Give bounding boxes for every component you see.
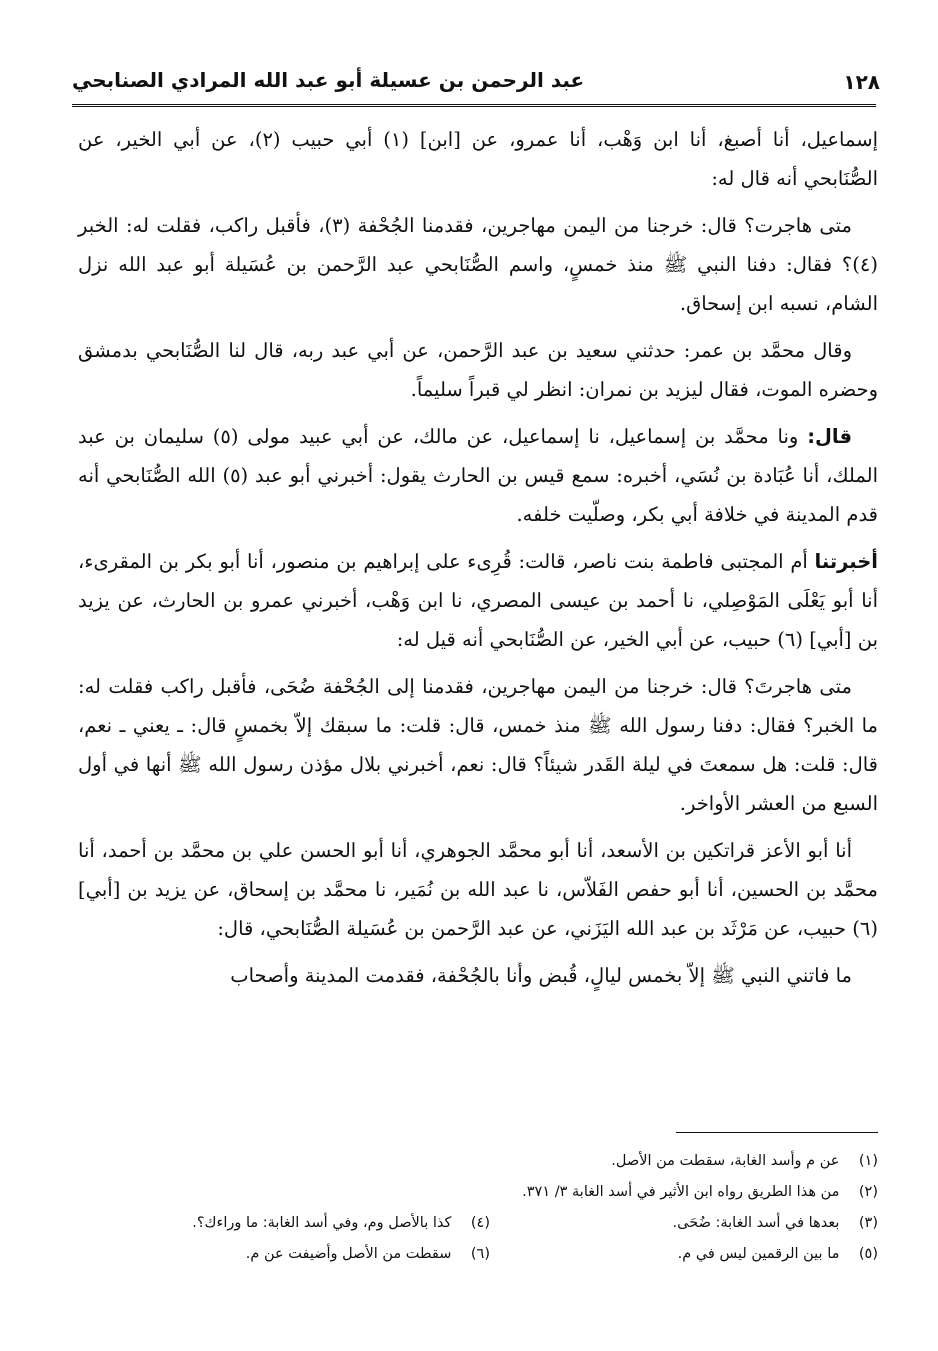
footnote (78, 1239, 490, 1270)
paragraph: وقال محمَّد بن عمر: حدثني سعيد بن عبد الرَّحمن، عن أبي عبد ربه، قال لنا الصُّنَابحي بدمشق وحضره الموت، فقال ليزيد بن نمران: انظر لي قبراً سليماً. (78, 339, 878, 401)
footnote-text: عن م وأسد الغابة، سقطت من الأصل. (611, 1153, 840, 1169)
footnote-text: ما بين الرقمين ليس في م. (677, 1246, 840, 1262)
running-title: عبد الرحمن بن عسيلة أبو عبد الله المرادي الصنابحي (72, 68, 585, 92)
paragraph: متى هاجرت؟ قال: خرجنا من اليمن مهاجرين، فقدمنا الجُحْفة (٣)، فأقبل راكب، فقلت له: الخبر (٤)؟ فقال: دفنا النبي ﷺ منذ خمسٍ، واسم الصُّنَابحي عبد الرَّحمن بن عُسَيلة أبو عبد الله نزل الشام، نسبه ابن إسحاق. (78, 214, 878, 315)
footnote-number: (٥) (858, 1246, 878, 1262)
footnote-row (78, 1146, 878, 1177)
footnote-divider (676, 1132, 878, 1133)
footnote-text: من هذا الطريق رواه ابن الأثير في أسد الغابة ٣/ ٣٧١. (522, 1184, 840, 1200)
footnote-row (78, 1208, 878, 1239)
paragraph: إسماعيل، أنا أصبغ، أنا ابن وَهْب، أنا عمرو، عن [ابن] (١) أبي حبيب (٢)، عن أبي الخير، عن الصُّنَابحي أنه قال له: (78, 128, 878, 190)
footnote-number: (٤) (470, 1215, 490, 1231)
footnote-row (78, 1177, 878, 1208)
footnote (490, 1239, 878, 1270)
page-header (72, 60, 880, 104)
footnote-text: سقطت من الأصل وأضيفت عن م. (245, 1246, 452, 1262)
footnote-text: كذا بالأصل وم، وفي أسد الغابة: ما وراءك؟. (192, 1215, 452, 1231)
paragraph: قال: ونا محمَّد بن إسماعيل، نا إسماعيل، عن مالك، عن أبي عبيد مولى (٥) سليمان بن عبد الملك، أنا عُبَادة بن نُسَي، أخبره: سمع قيس بن الحارث يقول: أخبرني أبو عبد (٥) الله الصُّنَابحي أنه قدم المدينة في خلافة أبي بكر، وصلّيت خلفه. (78, 425, 878, 526)
paragraph: ما فاتني النبي ﷺ إلاّ بخمس ليالٍ، قُبض وأنا بالجُحْفة، فقدمت المدينة وأصحاب (230, 964, 852, 987)
footnote (78, 1208, 490, 1239)
paragraph: أنا أبو الأعز قراتكين بن الأسعد، أنا أبو محمَّد الجوهري، أنا أبو الحسن علي بن محمَّد بن أحمد، أنا محمَّد بن الحسين، أنا أبو حفص الفَلاّس، نا عبد الله بن نُمَير، نا محمَّد بن إسحاق، عن يزيد بن [أبي] (٦) حبيب، عن مَرْثَد بن عبد الله اليَزَني، عن عبد الرَّحمن بن عُسَيلة الصُّنَابحي، قال: (78, 839, 878, 940)
footnote-number: (٢) (858, 1184, 878, 1200)
paragraph: أخبرتنا أم المجتبى فاطمة بنت ناصر، قالت: قُرِىء على إبراهيم بن منصور، أنا أبو بكر بن المقرىء، أنا أبو يَعْلَى المَوْصِلي، نا أحمد بن عيسى المصري، نا ابن وَهْب، أخبرني عمرو بن الحارث، عن يزيد بن [أبي] (٦) حبيب، عن أبي الخير، عن الصُّنَابحي أنه قيل له: (78, 550, 878, 651)
footnote (490, 1177, 878, 1208)
footnote-number: (١) (858, 1153, 878, 1169)
footnote (490, 1146, 878, 1177)
footnote-row (78, 1239, 878, 1270)
footnote-text: بعدها في أسد الغابة: ضُحَى. (672, 1215, 840, 1231)
footnote (490, 1208, 878, 1239)
paragraph: متى هاجرتَ؟ قال: خرجنا من اليمن مهاجرين، فقدمنا إلى الجُحْفة ضُحَى، فأقبل راكب فقلت له: ما الخبر؟ فقال: دفنا رسول الله ﷺ منذ خمس، قال: قلت: ما سبقك إلاّ بخمسٍ قال: ـ يعني ـ نعم، قال: قلت: هل سمعتَ في ليلة القَدر شيئاً؟ قال: نعم، أخبرني بلال مؤذن رسول الله ﷺ أنها في أول السبع من العشر الأواخر. (78, 675, 878, 815)
footnotes (78, 1146, 878, 1270)
footnote-number: (٣) (858, 1215, 878, 1231)
main-text (78, 120, 878, 1003)
paragraph-lead-word: أخبرتنا (814, 550, 878, 573)
page-number: ١٢٨ (843, 70, 880, 94)
header-divider (72, 104, 876, 107)
footnote-number: (٦) (470, 1246, 490, 1262)
paragraph-lead-word: قال: (807, 425, 852, 448)
